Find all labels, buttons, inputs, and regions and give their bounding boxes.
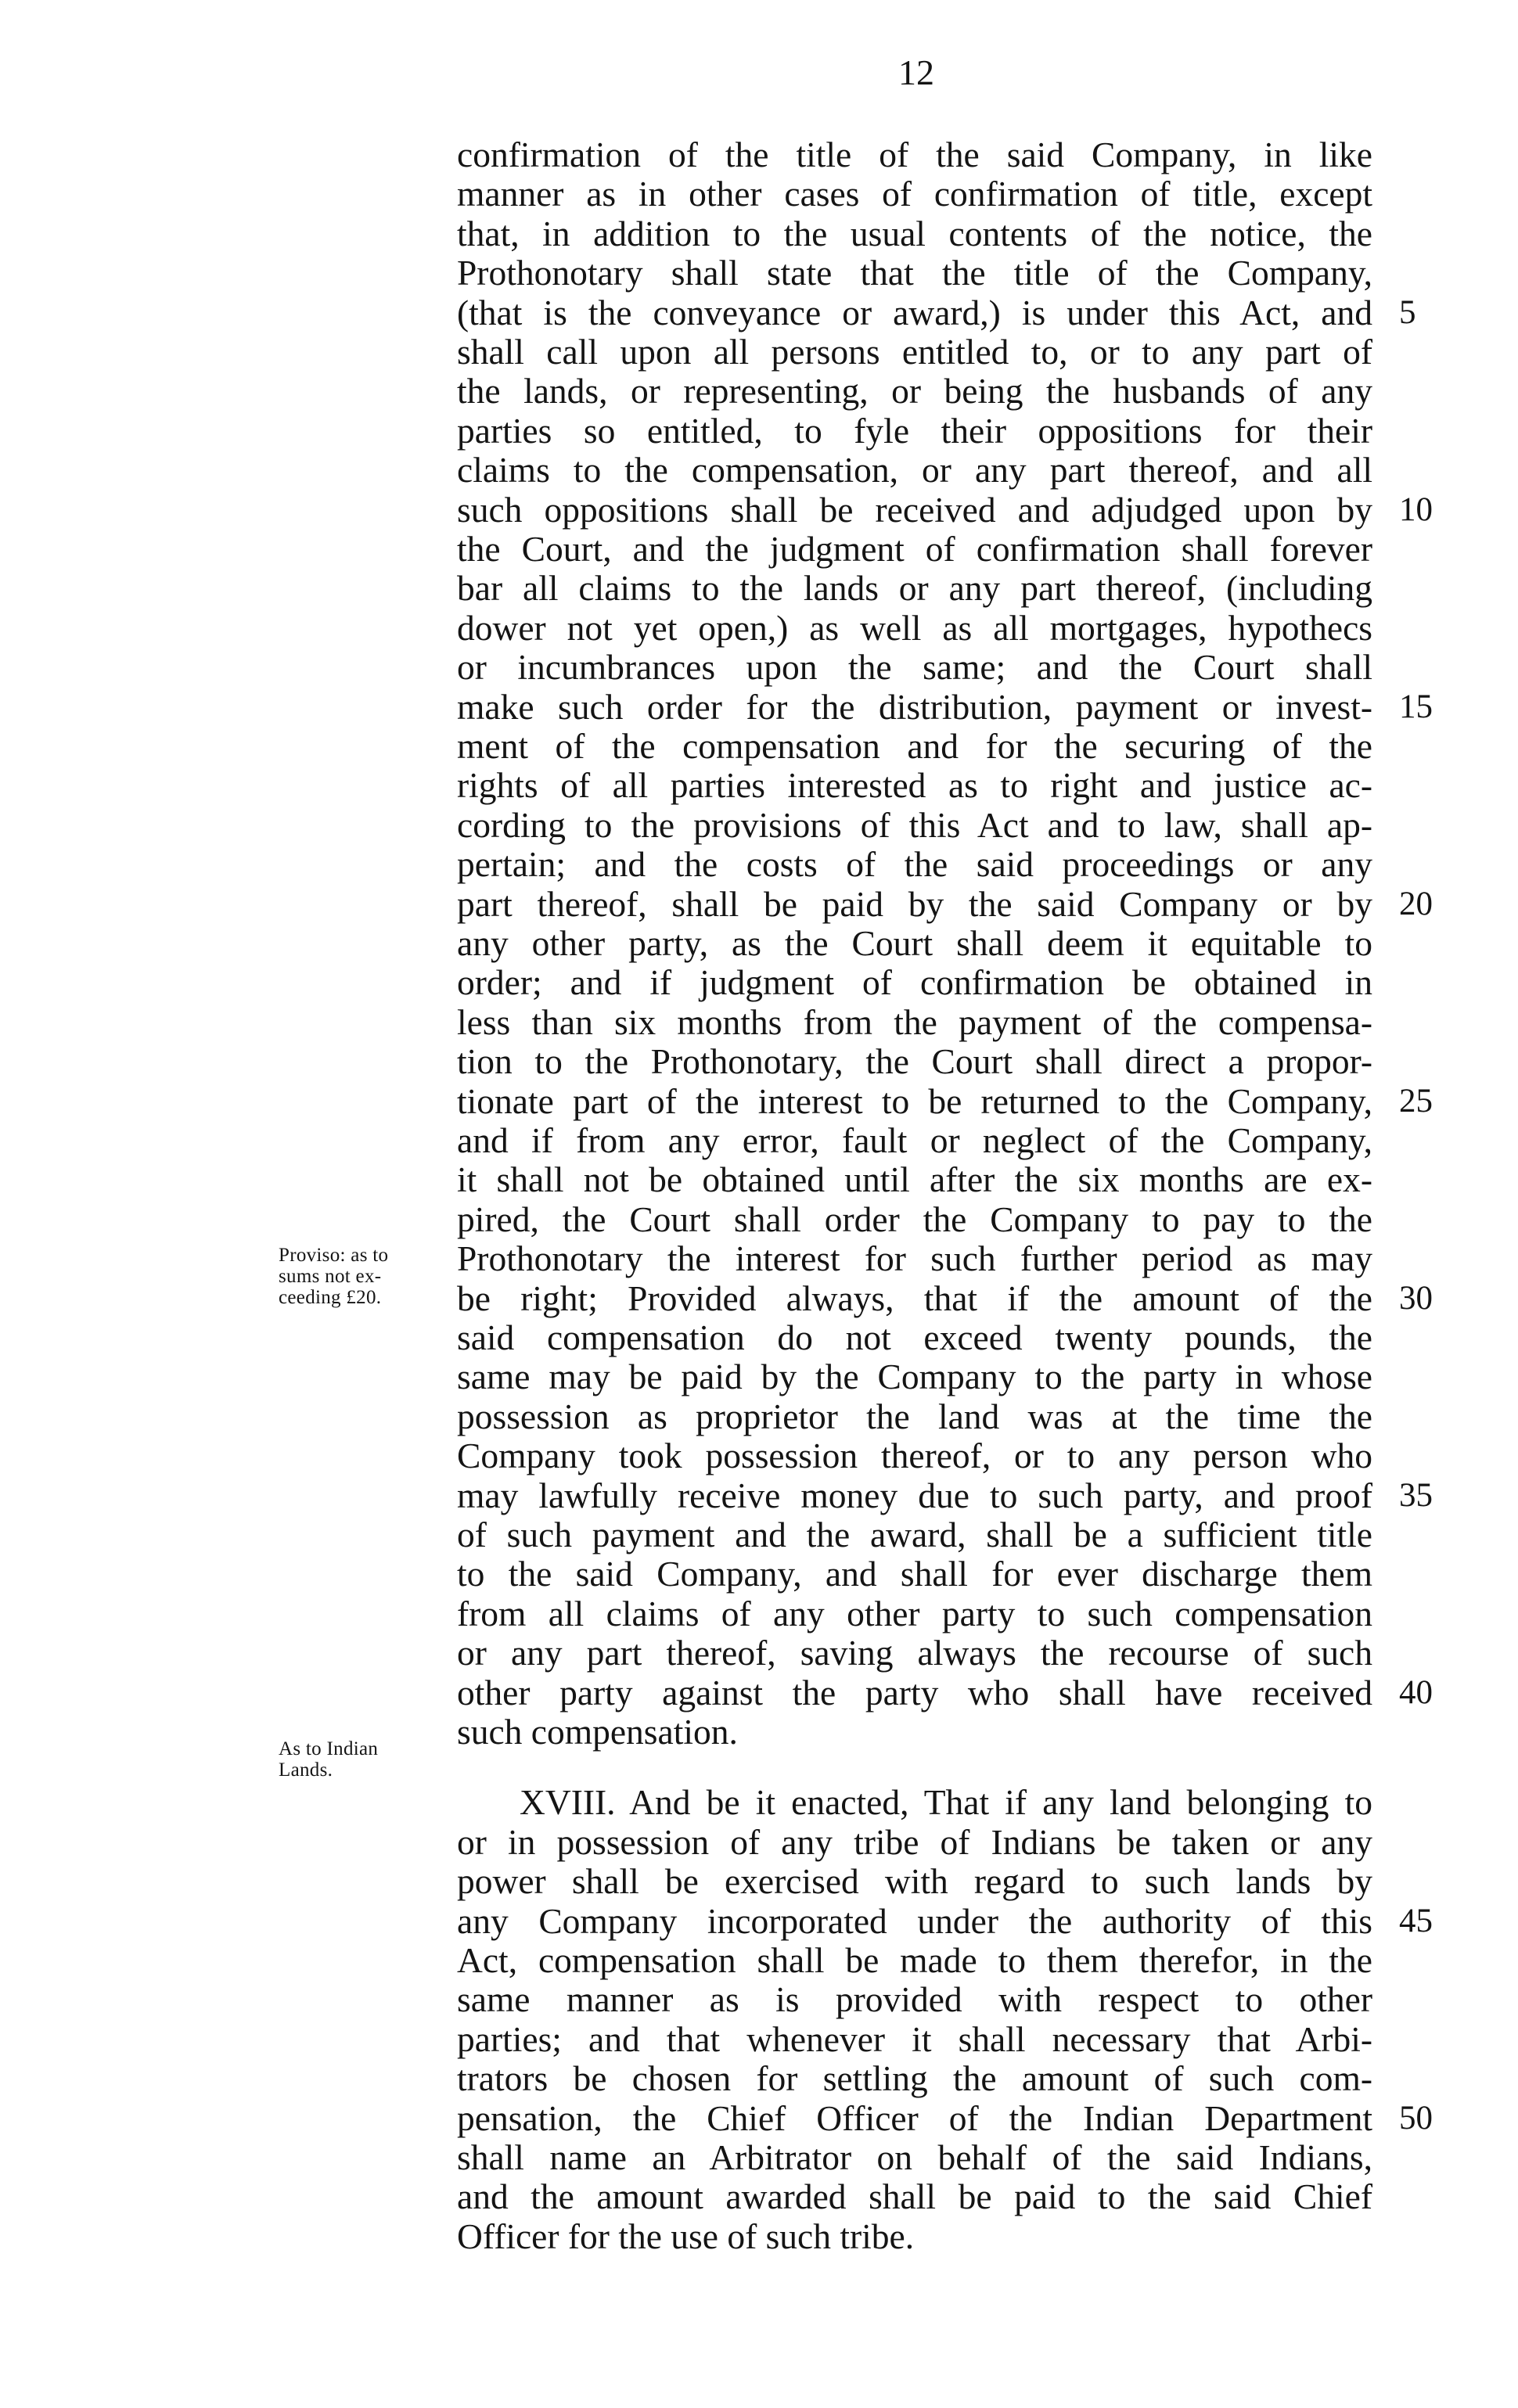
text-line: other party against the party who shall have received <box>457 1672 1372 1713</box>
text-line: rights of all parties interested as to right and justice ac- <box>457 765 1372 806</box>
line-number: 45 <box>1399 1902 1433 1939</box>
text-line: manner as in other cases of confirmation of title, except <box>457 174 1372 214</box>
line-number: 30 <box>1399 1279 1433 1317</box>
text-line: any Company incorporated under the authority of this <box>457 1900 1372 1941</box>
text-line: confirmation of the title of the said Company, in like <box>457 135 1372 174</box>
text-line: order; and if judgment of confirmation be obtained in <box>457 962 1372 1003</box>
text-line: may lawfully receive money due to such party, and proof <box>457 1475 1372 1515</box>
text-line: or incumbrances upon the same; and the Court shall <box>457 647 1372 688</box>
text-line: (that is the conveyance or award,) is under this Act, and <box>457 292 1372 332</box>
text-line: pensation, the Chief Officer of the Indian Department <box>457 2097 1372 2138</box>
text-line: parties; and that whenever it shall necessary that Arbi- <box>457 2018 1372 2059</box>
line-number: 25 <box>1399 1082 1433 1120</box>
text-line: cording to the provisions of this Act and to law, shall ap- <box>457 804 1372 845</box>
text-line: Prothonotary shall state that the title of the Company, <box>457 253 1372 293</box>
text-line: said compensation do not exceed twenty pounds, the <box>457 1317 1372 1357</box>
line-number: 40 <box>1399 1673 1433 1711</box>
margin-note-line: Lands. <box>279 1759 333 1781</box>
text-line: possession as proprietor the land was at the time the <box>457 1396 1372 1436</box>
text-line: shall call upon all persons entitled to, or to any part of <box>457 332 1372 372</box>
line-number: 35 <box>1399 1476 1433 1514</box>
margin-note-indian-lands <box>279 1738 451 1781</box>
text-line: such compensation. <box>457 1712 738 1752</box>
margin-note-line: As to Indian <box>279 1738 379 1759</box>
text-line: of such payment and the award, shall be a sufficient title <box>457 1515 1372 1554</box>
page-number: 12 <box>898 52 934 92</box>
text-line: same may be paid by the Company to the party in whose <box>457 1357 1372 1397</box>
text-line: any other party, as the Court shall deem it equitable to <box>457 923 1372 963</box>
margin-note-line: Proviso: as to <box>279 1245 389 1266</box>
text-line: power shall be exercised with regard to such lands by <box>457 1861 1372 1902</box>
text-line: or in possession of any tribe of Indians be taken or any <box>457 1821 1372 1862</box>
text-line: bar all claims to the lands or any part thereof, (including <box>457 568 1372 609</box>
text-line: make such order for the distribution, payment or invest- <box>457 686 1372 727</box>
text-line: or any part thereof, saving always the recourse of such <box>457 1633 1372 1673</box>
margin-note-line: sums not ex- <box>279 1266 382 1287</box>
text-line: claims to the compensation, or any part thereof, and all <box>457 450 1372 491</box>
text-line: tion to the Prothonotary, the Court shall direct a propor- <box>457 1041 1372 1082</box>
text-line: trators be chosen for settling the amount of such com- <box>457 2058 1372 2099</box>
line-number: 5 <box>1399 293 1416 331</box>
text-line: pired, the Court shall order the Company to pay to the <box>457 1199 1372 1239</box>
text-line: dower not yet open,) as well as all mortgages, hypothecs <box>457 607 1372 648</box>
text-line: same manner as is provided with respect to other <box>457 1979 1372 2020</box>
text-line: from all claims of any other party to such compensation <box>457 1593 1372 1633</box>
margin-note-proviso <box>279 1245 451 1308</box>
text-line: tionate part of the interest to be returned to the Company, <box>457 1080 1372 1121</box>
line-number: 15 <box>1399 688 1433 725</box>
margin-note-line: ceeding £20. <box>279 1287 382 1308</box>
text-line: it shall not be obtained until after the six months are ex- <box>457 1159 1372 1200</box>
text-line: the Court, and the judgment of confirmation shall forever <box>457 529 1372 569</box>
text-line: the lands, or representing, or being the husbands of any <box>457 371 1372 412</box>
text-line: XVIII. And be it enacted, That if any land belonging to <box>520 1782 1372 1823</box>
text-line: part thereof, shall be paid by the said Company or by <box>457 883 1372 924</box>
text-line: Act, compensation shall be made to them therefor, in the <box>457 1940 1372 1980</box>
text-line: such oppositions shall be received and adjudged upon by <box>457 489 1372 530</box>
line-number: 20 <box>1399 885 1433 922</box>
text-line: to the said Company, and shall for ever discharge them <box>457 1554 1372 1594</box>
text-line: Prothonotary the interest for such further period as may <box>457 1238 1372 1279</box>
text-line: ment of the compensation and for the securing of the <box>457 726 1372 766</box>
text-line: less than six months from the payment of the compensa- <box>457 1001 1372 1042</box>
text-line: and the amount awarded shall be paid to the said Chief <box>457 2176 1372 2217</box>
text-line: parties so entitled, to fyle their oppositions for their <box>457 410 1372 451</box>
text-line: be right; Provided always, that if the amount of the <box>457 1278 1372 1318</box>
text-line: Officer for the use of such tribe. <box>457 2216 915 2256</box>
line-number: 50 <box>1399 2099 1433 2137</box>
text-line: that, in addition to the usual contents of the notice, the <box>457 213 1372 253</box>
text-line: Company took possession thereof, or to any person who <box>457 1436 1372 1476</box>
line-number: 10 <box>1399 491 1433 528</box>
text-line: pertain; and the costs of the said proceedings or any <box>457 844 1372 885</box>
text-line: and if from any error, fault or neglect of the Company, <box>457 1120 1372 1160</box>
text-line: shall name an Arbitrator on behalf of the said Indians, <box>457 2137 1372 2177</box>
